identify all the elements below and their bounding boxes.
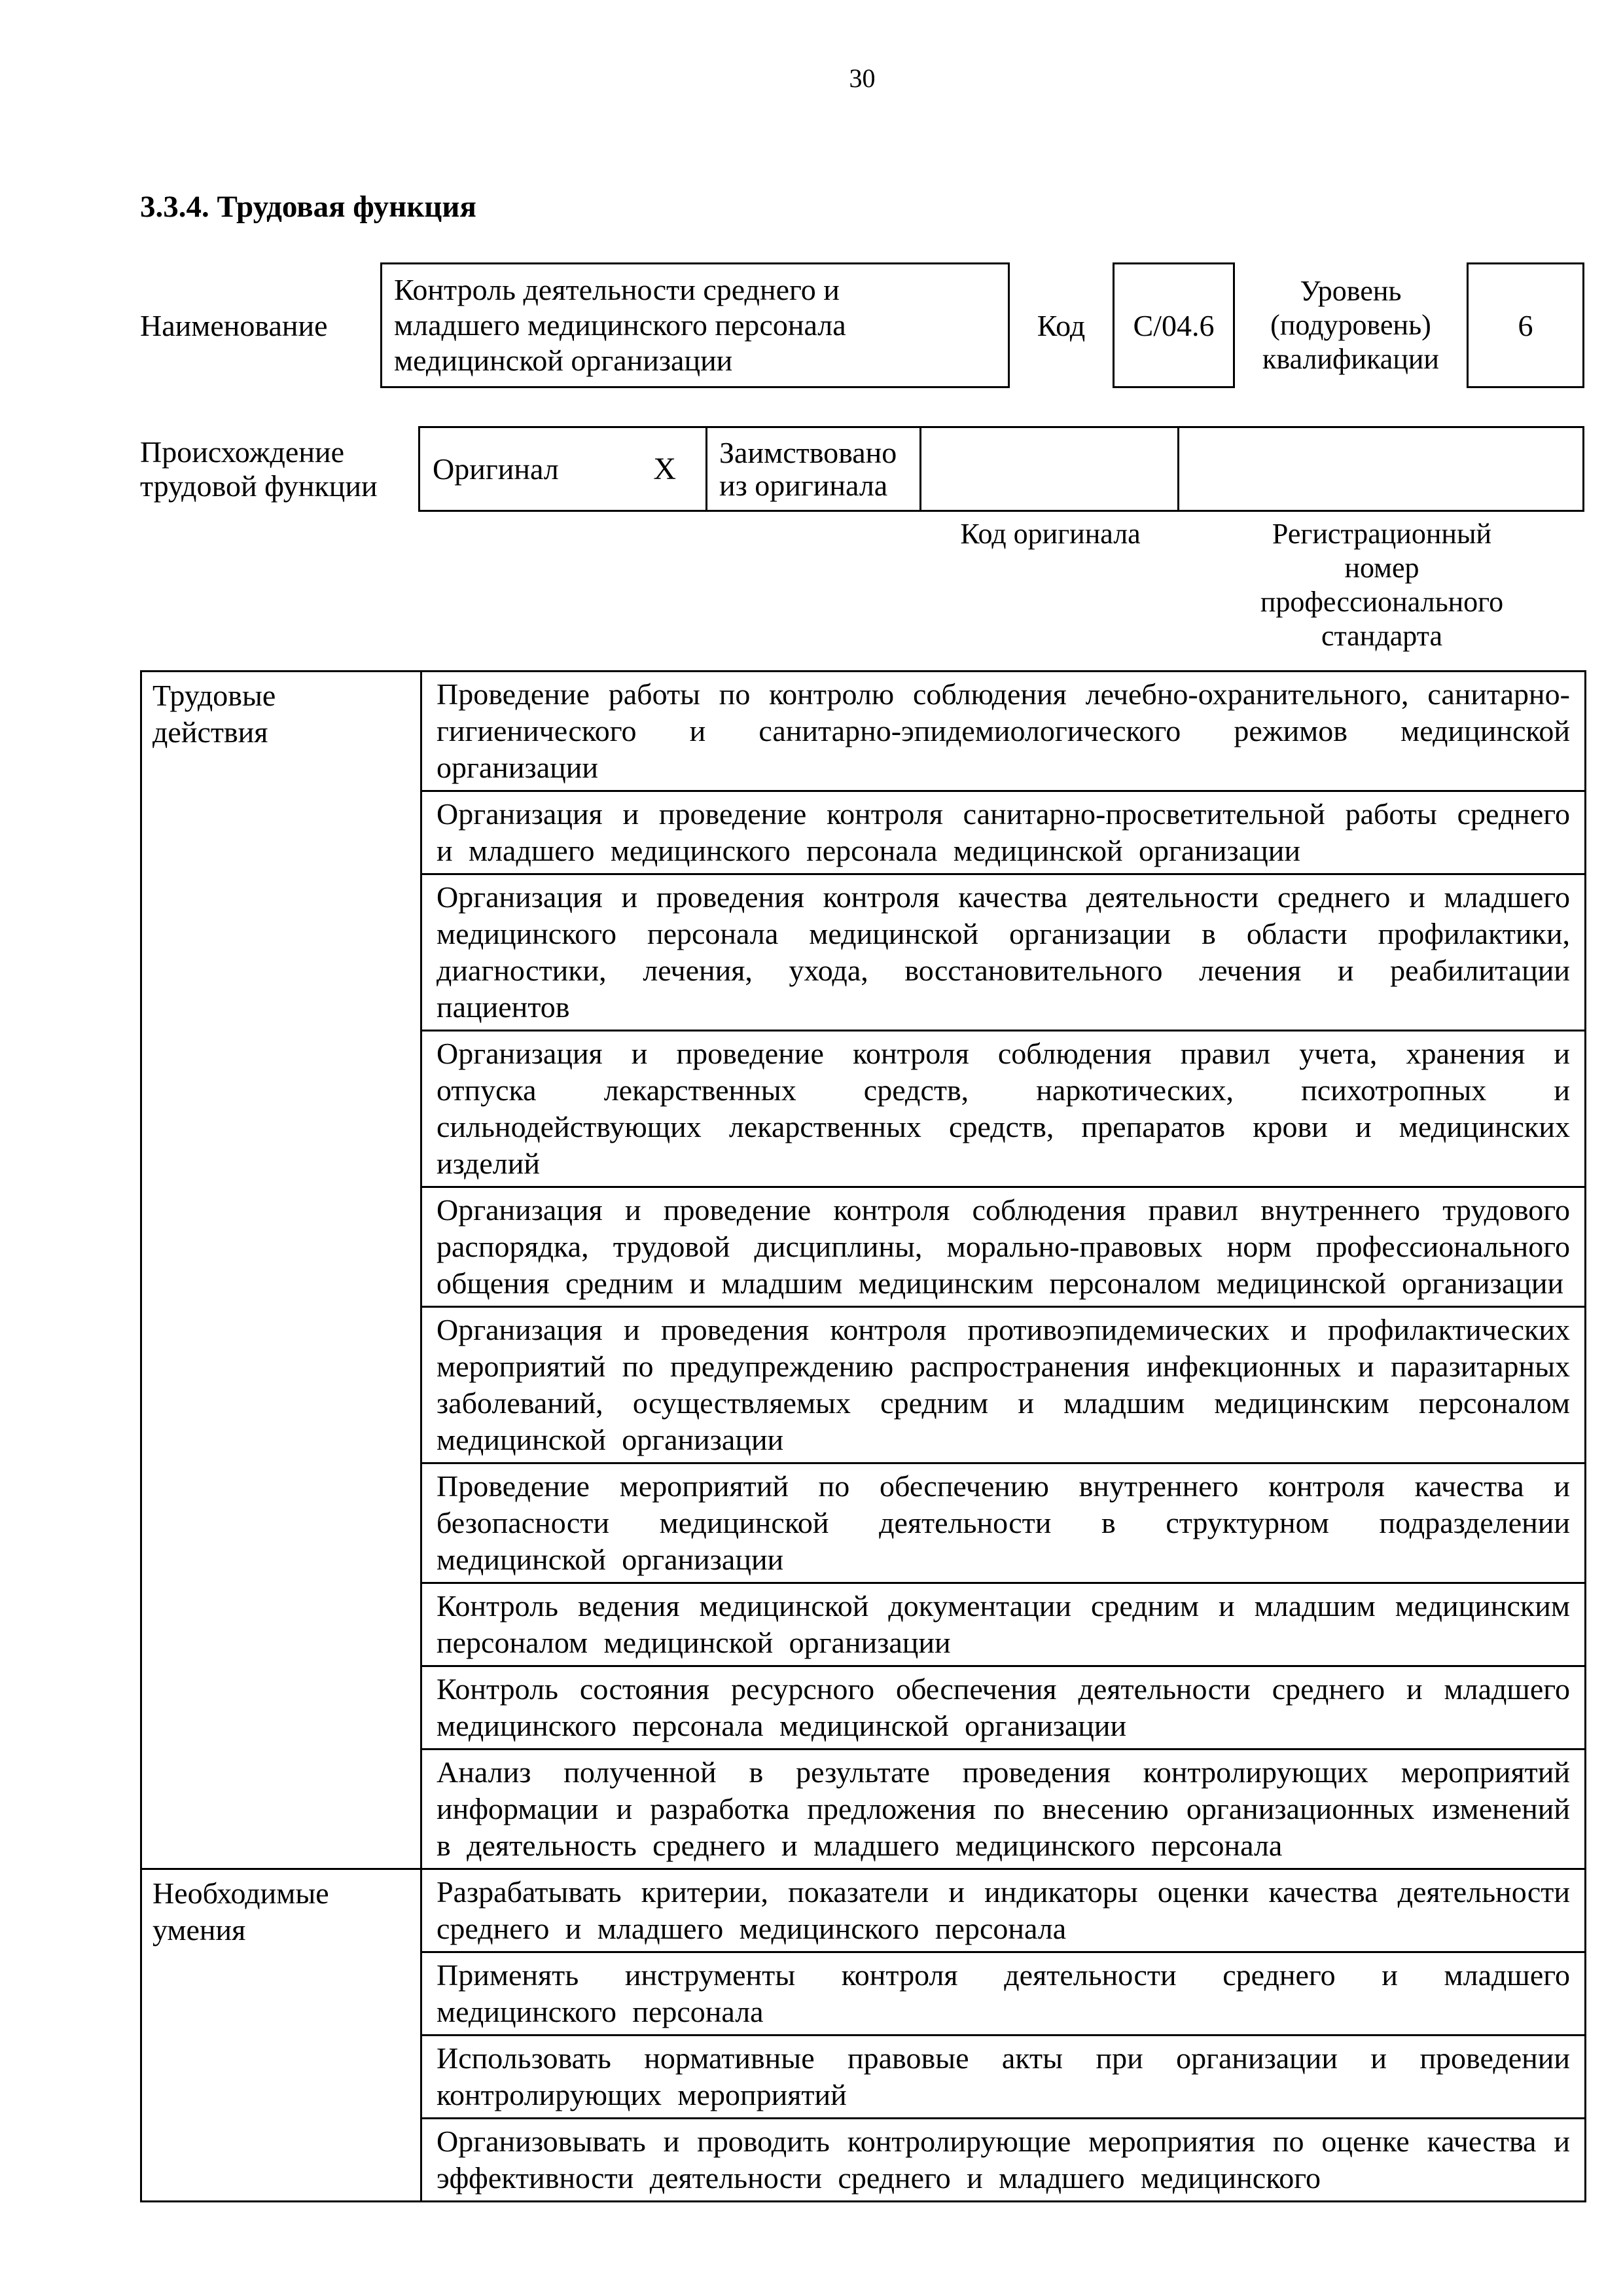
- name-label: Наименование: [140, 308, 328, 342]
- work-action-item: Организация и проведение контроля соблюдения правил внутреннего трудового распорядка, трудовой дисциплины, морально-правовых норм профессионального общения средним и младшим медицинским персоналом медицинской организации: [421, 1187, 1586, 1307]
- work-action-item: Контроль ведения медицинской документации средним и младшим медицинским персоналом медицинской организации: [421, 1583, 1586, 1666]
- skill-item: Организовывать и проводить контролирующие мероприятия по оценке качества и эффективности деятельности среднего и младшего медицинского: [421, 2119, 1586, 2202]
- origin-label-text: Происхождение трудовой функции: [140, 435, 378, 503]
- reg-number-caption-text: Регистрационный номер профессионального стандарта: [1260, 518, 1504, 652]
- work-action-item: Анализ полученной в результате проведения контролирующих мероприятий информации и разработка предложения по внесению организационных изменений в деятельность среднего и младшего медицинского персонала: [421, 1749, 1586, 1869]
- origin-original-cell: [419, 427, 707, 511]
- code-original-caption: Код оригинала: [960, 518, 1141, 550]
- origin-table: [418, 426, 1584, 512]
- work-action-item: Организация и проведения контроля качества деятельности среднего и младшего медицинского персонала медицинской организации в области профилактики, диагностики, лечения, ухода, восстановительного лечения и реабилитации пациентов: [421, 874, 1586, 1031]
- work-action-item: Организация и проведение контроля санитарно-просветительной работы среднего и младшего медицинского персонала медицинской организации: [421, 791, 1586, 874]
- table-row: [141, 1869, 1586, 1952]
- function-name-row: [140, 262, 1584, 388]
- skill-item: Использовать нормативные правовые акты при организации и проведении контролирующих мероприятий: [421, 2036, 1586, 2119]
- origin-label: [140, 426, 418, 512]
- origin-borrowed-cell: [707, 427, 921, 511]
- skill-item: Разрабатывать критерии, показатели и индикаторы оценки качества деятельности среднего и младшего медицинского персонала: [421, 1869, 1586, 1952]
- work-action-item: Контроль состояния ресурсного обеспечения деятельности среднего и младшего медицинского персонала медицинской организации: [421, 1666, 1586, 1749]
- page-number: 30: [849, 63, 876, 93]
- origin-captions: [921, 517, 1584, 653]
- origin-original-mark: X: [653, 451, 676, 486]
- function-code-box: С/04.6: [1113, 262, 1235, 388]
- labor-function-table: [140, 670, 1586, 2202]
- reg-number-caption: [1179, 517, 1584, 653]
- origin-borrowed-label: Заимствовано из оригинала: [719, 435, 897, 502]
- section-heading: 3.3.4. Трудовая функция: [140, 190, 476, 224]
- table-row: [141, 672, 1586, 791]
- origin-code-cell: [921, 427, 1179, 511]
- work-action-item: Проведение мероприятий по обеспечению внутреннего контроля качества и безопасности медицинской деятельности в структурном подразделении медицинской организации: [421, 1463, 1586, 1583]
- code-label: Код: [1037, 308, 1086, 342]
- work-action-item: Организация и проведения контроля противоэпидемических и профилактических мероприятий по предупреждению распространения инфекционных и паразитарных заболеваний, осуществляемых средним и младшим медицинским персоналом медицинской организации: [421, 1307, 1586, 1463]
- work-action-item: Проведение работы по контролю соблюдения лечебно-охранительного, санитарно-гигиенического и санитарно-эпидемиологического режимов медицинской организации: [421, 672, 1586, 791]
- section-label-required-skills: Необходимые умения: [141, 1869, 421, 2202]
- qualification-level-label: Уровень (подуровень) квалификации: [1262, 275, 1439, 375]
- function-name-box: Контроль деятельности среднего и младшего медицинского персонала медицинской организации: [380, 262, 1010, 388]
- section-label-work-actions: Трудовые действия: [141, 672, 421, 1869]
- origin-reg-number-cell: [1179, 427, 1584, 511]
- qualification-level-box: 6: [1467, 262, 1584, 388]
- skill-item: Применять инструменты контроля деятельности среднего и младшего медицинского персонала: [421, 1952, 1586, 2036]
- origin-row: [140, 426, 1584, 512]
- origin-original-label: Оригинал: [433, 452, 559, 486]
- work-action-item: Организация и проведение контроля соблюдения правил учета, хранения и отпуска лекарственных средств, наркотических, психотропных и сильнодействующих лекарственных средств, препаратов крови и медицинских изделий: [421, 1031, 1586, 1187]
